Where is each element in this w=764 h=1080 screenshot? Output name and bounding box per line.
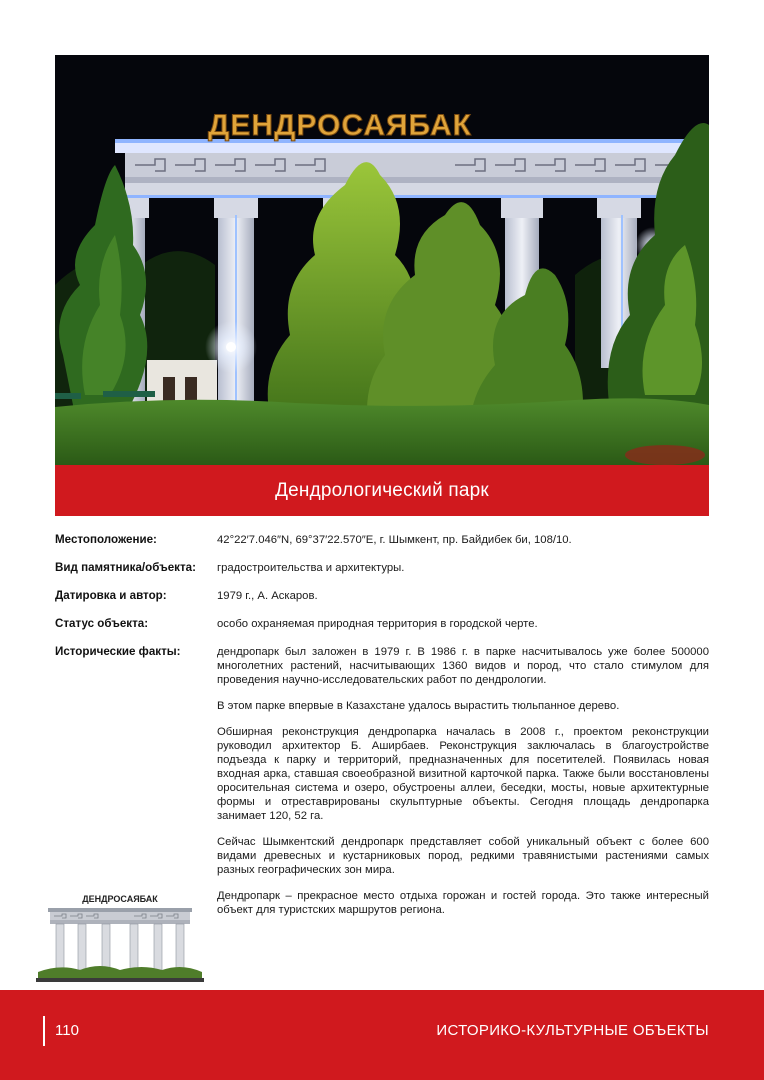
gate-drawing [30, 880, 210, 985]
monument-type-label: Вид памятника/объекта: [55, 561, 196, 574]
object-title: Дендрологический парк [275, 479, 489, 501]
info-table [55, 533, 709, 917]
history-text [217, 645, 709, 917]
history-paragraph: Сейчас Шымкентский дендропарк представляет собой уникальный объект с более 600 видами древесных и кустарниковых пород, редкими травянистыми растениями самых разных географических зон мира. [217, 836, 709, 876]
history-paragraph: Обширная реконструкция дендропарка началась в 2008 г., проектом реконструкции руководил архитектор Б. Аширбаев. Реконструкция заключалась в благоустройстве подъезда к парку и территорий, предназначенных для посетителей. Появилась новая входная арка, ставшая своеобразной визитной карточкой парка. Также были восстановлены оросительная система и озеро, обустроены аллеи, беседки, мосты, новые архитектурные формы и отреставрированы скульптурные объекты. Сегодня площадь дендропарка занимает 120, 52 га. [217, 726, 709, 822]
history-paragraph: дендропарк был заложен в 1979 г. В 1986 г. в парке насчитывалось уже более 500000 многолетних растений, насчитывающих 1360 видов и пород, что стало стимулом для проведения научно-исследовательских работ по дендрологии. [217, 646, 709, 686]
info-row-status [55, 617, 709, 645]
info-row-location [55, 533, 709, 561]
history-label: Исторические факты: [55, 645, 181, 658]
park-gate-night-photo [55, 55, 709, 465]
caption-band [55, 465, 709, 516]
dating-label: Датировка и автор: [55, 589, 167, 602]
page-footer [0, 990, 764, 1080]
monument-type-value: градостроительства и архитектуры. [217, 562, 405, 574]
history-paragraph: В этом парке впервые в Казахстане удалось вырастить тюльпанное дерево. [217, 700, 620, 712]
location-label: Местоположение: [55, 533, 157, 546]
dating-value: 1979 г., А. Аскаров. [217, 590, 318, 602]
info-row-history [55, 645, 709, 917]
info-row-dating [55, 589, 709, 617]
gate-sign-text: ДЕНДРОСАЯБАК [208, 109, 472, 142]
mini-gate-sign-text: ДЕНДРОСАЯБАК [82, 894, 158, 904]
gate-illustration [30, 880, 210, 985]
info-row-monument-type [55, 561, 709, 589]
footer-divider [43, 1016, 45, 1046]
status-value: особо охраняемая природная территория в городской черте. [217, 618, 538, 630]
page-number: 110 [55, 1022, 79, 1039]
status-label: Статус объекта: [55, 617, 149, 630]
hero-photo [55, 55, 709, 465]
location-value: 42°22′7.046″N, 69°37′22.570″E, г. Шымкент, пр. Байдибек би, 108/10. [217, 534, 572, 546]
history-paragraph: Дендропарк – прекрасное место отдыха горожан и гостей города. Это также интересный объект для туристских маршрутов региона. [217, 890, 709, 916]
section-title: ИСТОРИКО-КУЛЬТУРНЫЕ ОБЪЕКТЫ [436, 1022, 709, 1039]
